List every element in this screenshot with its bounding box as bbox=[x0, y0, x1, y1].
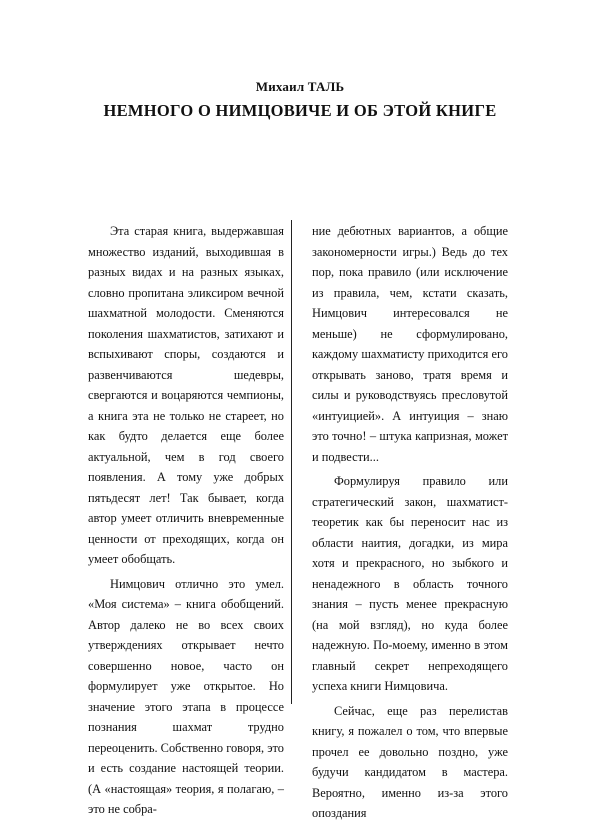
paragraph: Эта старая книга, выдержавшая множество изданий, выходившая в разных видах и на разных языках, словно пропитана эликсиром вечной шахматной молодости. Сменяются поколения шахматистов, затихают и вспыхивают споры, создаются и развенчиваются шедевры, свергаются и воцаряются чемпионы, а книга эта не только не стареет, но как будто делается еще более актуальной, чем в год своего появления. А тому уже добрых пятьдесят лет! Так бывает, когда автор умеет отличить вневременные ценности от преходящих, когда он умеет обобщать. bbox=[88, 224, 284, 566]
right-column bbox=[312, 221, 508, 824]
column-divider bbox=[291, 220, 292, 704]
paragraph: ние дебютных вариантов, а общие закономерности игры.) Ведь до тех пор, пока правило (или исключение из правила, чем, кстати сказать, Нимцович интересовался не меньше) не сформулировано, каждому шахматисту приходится его открывать заново, тратя время и силы и руководствуясь пресловутой «интуицией». А интуиция – знаю это точно! – штука капризная, может и подвести... bbox=[312, 224, 508, 464]
chapter-title: НЕМНОГО О НИМЦОВИЧЕ И ОБ ЭТОЙ КНИГЕ bbox=[103, 101, 497, 120]
left-column bbox=[88, 221, 284, 820]
paragraph: Формулируя правило или стратегический закон, шахматист-теоретик как бы переносит нас из области наития, догадки, из мира хотя и прекрасного, но зыбкого и ненадежного в область точного знания – пусть менее прекрасную (на мой взгляд), но куда более надежную. По-моему, именно в этом главный секрет непреходящего успеха книги Нимцовича. bbox=[312, 474, 508, 693]
author-name: Михаил ТАЛЬ bbox=[255, 79, 345, 94]
paragraph: Сейчас, еще раз перелистав книгу, я пожалел о том, что впервые прочел ее довольно поздно, уже будучи кандидатом в мастера. Вероятно, именно из-за этого опоздания bbox=[312, 703, 508, 820]
paragraph: Нимцович отлично это умел. «Моя система» – книга обобщений. Автор далеко не во всех своих утверждениях открывает нечто совершенно новое, часто он формулирует уже открытое. Но значение этого этапа в процессе познания шахмат трудно переоценить. Собственно говоря, это и есть создание настоящей теории. (А «настоящая» теория, я полагаю, – это не собра- bbox=[88, 576, 284, 816]
